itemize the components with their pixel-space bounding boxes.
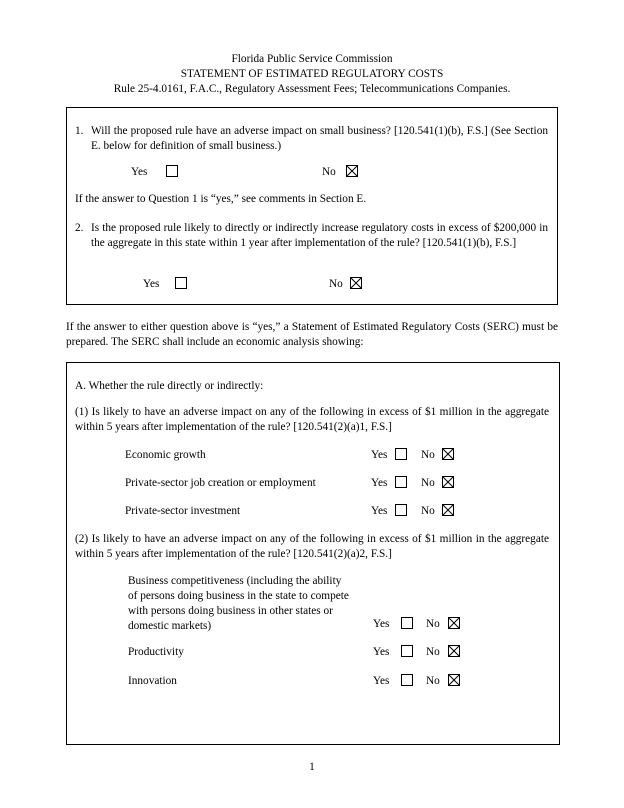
economic-growth-label: Economic growth <box>125 449 206 461</box>
innovation-no-checkbox[interactable] <box>448 674 460 686</box>
economic-growth-no-label: No <box>421 449 435 461</box>
header-agency: Florida Public Service Commission <box>231 53 393 65</box>
competitiveness-yes-checkbox[interactable] <box>401 617 413 629</box>
page-number: 1 <box>309 761 315 773</box>
job-creation-label: Private-sector job creation or employment <box>125 477 316 489</box>
competitiveness-line: with persons doing business in other states or <box>128 605 333 617</box>
part1-text: (1) Is likely to have an adverse impact on any of the following in excess of $1 million in the aggregate within 5 years after implementation of the rule? [120.541(2)(a)1, F.S.] <box>75 406 549 433</box>
q1-yes-checkbox[interactable] <box>166 165 178 177</box>
q1-text: Will the proposed rule have an adverse impact on small business? [120.541(1)(b), F.S.] (See Section E. below for definition of small business.) <box>91 125 548 152</box>
serc-requirement-text: If the answer to either question above is “yes,” a Statement of Estimated Regulatory Costs (SERC) must be prepared. The SERC shall include an economic analysis showing: <box>66 321 558 348</box>
job-creation-no-label: No <box>421 477 435 489</box>
q2-no-label: No <box>329 278 343 290</box>
economic-growth-yes-label: Yes <box>371 449 388 461</box>
q2-text: Is the proposed rule likely to directly or indirectly increase regulatory costs in excess of $200,000 in the aggregate in this state within 1 year after implementation of the rule? [120.541(1)(b), F.S.] <box>91 222 548 249</box>
economic-growth-yes-checkbox[interactable] <box>395 448 407 460</box>
checked-x-icon <box>449 618 459 628</box>
competitiveness-yes-label: Yes <box>373 618 390 630</box>
checked-x-icon <box>443 477 453 487</box>
checked-x-icon <box>351 278 361 288</box>
checked-x-icon <box>443 449 453 459</box>
job-creation-yes-label: Yes <box>371 477 388 489</box>
productivity-no-label: No <box>426 646 440 658</box>
innovation-yes-label: Yes <box>373 675 390 687</box>
competitiveness-line: Business competitiveness (including the ability <box>128 575 342 587</box>
economic-growth-no-checkbox[interactable] <box>442 448 454 460</box>
q1-no-checkbox[interactable] <box>346 165 358 177</box>
innovation-label: Innovation <box>128 675 177 687</box>
productivity-yes-checkbox[interactable] <box>401 645 413 657</box>
checked-x-icon <box>449 646 459 656</box>
q2-yes-label: Yes <box>143 278 160 290</box>
competitiveness-no-label: No <box>426 618 440 630</box>
job-creation-no-checkbox[interactable] <box>442 476 454 488</box>
productivity-label: Productivity <box>128 646 184 658</box>
checked-x-icon <box>443 505 453 515</box>
competitiveness-no-checkbox[interactable] <box>448 617 460 629</box>
q2-number: 2. <box>75 222 84 234</box>
innovation-yes-checkbox[interactable] <box>401 674 413 686</box>
productivity-no-checkbox[interactable] <box>448 645 460 657</box>
checked-x-icon <box>449 675 459 685</box>
q2-yes-checkbox[interactable] <box>175 277 187 289</box>
innovation-no-label: No <box>426 675 440 687</box>
competitiveness-line: domestic markets) <box>128 620 212 632</box>
investment-yes-checkbox[interactable] <box>395 504 407 516</box>
investment-label: Private-sector investment <box>125 505 241 517</box>
header-title: STATEMENT OF ESTIMATED REGULATORY COSTS <box>180 68 444 80</box>
q2-no-checkbox[interactable] <box>350 277 362 289</box>
job-creation-yes-checkbox[interactable] <box>395 476 407 488</box>
checked-x-icon <box>347 166 357 176</box>
competitiveness-line: of persons doing business in the state to compete <box>128 590 349 602</box>
investment-yes-label: Yes <box>371 505 388 517</box>
productivity-yes-label: Yes <box>373 646 390 658</box>
investment-no-checkbox[interactable] <box>442 504 454 516</box>
q1-note: If the answer to Question 1 is “yes,” see comments in Section E. <box>75 193 367 205</box>
q1-no-label: No <box>322 166 336 178</box>
q1-yes-label: Yes <box>131 166 148 178</box>
section-a-heading: A. Whether the rule directly or indirectly: <box>75 380 264 392</box>
header-rule: Rule 25-4.0161, F.A.C., Regulatory Assessment Fees; Telecommunications Companies. <box>113 83 511 95</box>
investment-no-label: No <box>421 505 435 517</box>
q1-number: 1. <box>75 125 84 137</box>
part2-text: (2) Is likely to have an adverse impact on any of the following in excess of $1 million in the aggregate within 5 years after implementation of the rule? [120.541(2)(a)2, F.S.] <box>75 533 549 560</box>
competitiveness-label <box>128 574 349 634</box>
